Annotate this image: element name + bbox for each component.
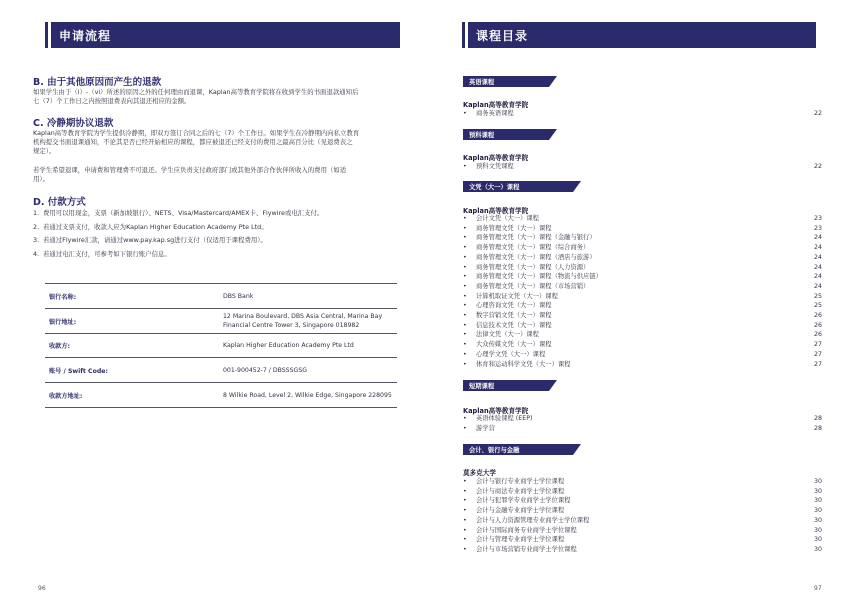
institution-kaplan: Kaplan高等教育学院 bbox=[463, 207, 529, 215]
list-item: 2. 若通过支票支付，收款人应为Kaplan Higher Education Academy Pte Ltd。 bbox=[33, 222, 268, 231]
header-bar-application-process bbox=[45, 22, 400, 48]
list-item: • 心理学文凭（大一）课程 27 bbox=[463, 350, 822, 358]
category-bar-foundation: 预科课程 bbox=[463, 129, 549, 140]
header-bar-course-directory bbox=[462, 22, 816, 48]
section-c-title: C. 冷静期协议退款 bbox=[33, 118, 114, 129]
list-item: • 会计与银行专业商学士学位课程 30 bbox=[463, 478, 822, 485]
right-page bbox=[430, 0, 860, 608]
institution-kaplan: Kaplan高等教育学院 bbox=[463, 154, 529, 162]
category-bar-short: 短期课程 bbox=[463, 380, 549, 391]
list-item: • 会计与管理专业商学士学位课程 30 bbox=[463, 536, 822, 544]
payment-method-list bbox=[33, 207, 401, 261]
list-item: • 法律文凭（大一）课程 26 bbox=[463, 331, 822, 339]
list-item: • 商务英语课程 22 bbox=[463, 110, 822, 117]
table-row: 账号 / Swift Code: 001-900452-7 / DBSSSGSG bbox=[45, 358, 397, 383]
list-item: 3. 若通过Flywire汇款，请通过www.pay.kap.sg进行支付（仅适用于课程费用）。 bbox=[33, 236, 267, 244]
table-row: 收款方地址: 8 Wilkie Road, Level 2, Wilkie Edge, Singapore 228095 bbox=[45, 383, 397, 408]
section-b-line: 如果学生由于（i）-（vi）所述的原因之外的任何理由而退课，Kaplan高等教育学院将在收到学生的书面退款通知后 bbox=[33, 88, 359, 96]
list-item: • 会计与国际商务专业商学士学位课程 30 bbox=[463, 526, 822, 534]
list-item: • 数字营销文凭（大一）课程 26 bbox=[463, 312, 822, 320]
list-item: • 会计与犯罪学专业商学士学位课程 30 bbox=[463, 497, 822, 505]
list-item: 4. 若通过电汇支付，可参考如下银行账户信息。 bbox=[33, 249, 171, 258]
institution-murdoch: 莫多克大学 bbox=[463, 469, 496, 477]
list-item: • 心理咨询文凭（大一）课程 25 bbox=[463, 302, 822, 310]
institution-kaplan: Kaplan高等教育学院 bbox=[463, 101, 529, 109]
list-item: • 商务管理文凭（大一）课程（酒店与旅游） 24 bbox=[463, 253, 822, 261]
list-item: • 会计文凭（大一）课程 23 bbox=[463, 215, 822, 222]
list-item: • 英语体验课程 (EEP) 28 bbox=[463, 415, 822, 422]
section-c-text bbox=[33, 129, 401, 157]
list-item: • 体育和运动科学文凭（大一）课程 27 bbox=[463, 360, 822, 368]
page-number: 97 bbox=[814, 585, 822, 592]
list-item: • 游学营 28 bbox=[463, 425, 822, 432]
bank-info-table bbox=[45, 283, 397, 408]
section-b-line: 七（7）个工作日之内按照退费表向其退还相应的金额。 bbox=[33, 97, 191, 106]
header-accent bbox=[462, 22, 468, 48]
list-item: • 会计与商法专业商学士学位课程 30 bbox=[463, 487, 822, 495]
finance-course-list bbox=[430, 477, 860, 555]
category-bar-english: 英语课程 bbox=[463, 76, 549, 87]
list-item: • 商务管理文凭（大一）课程（物流与供应链） 24 bbox=[463, 273, 822, 281]
list-item: 1. 费用可以用现金，支票（新加坡银行）、NETS、Visa/Mastercard/AMEX卡、Flywire或电汇支付。 bbox=[33, 209, 324, 217]
list-item: • 商务管理文凭（大一）课程 23 bbox=[463, 224, 822, 232]
section-c-note-line: 若学生希望退课，申请费和管理费不可退还。学生应负责支付政府部门或其他外部合作伙伴所收入的费用（如适 bbox=[33, 166, 347, 174]
page-title: 申请流程 bbox=[59, 28, 112, 43]
list-item: • 会计与金融专业商学士学位课程 30 bbox=[463, 507, 822, 515]
section-c-line: 机构提交书面退课通知，不论其是否已经开始相应的课程，都应被退还已经支付的费用之最高百分比（见退费表之 bbox=[33, 138, 353, 147]
list-item: • 商务管理文凭（大一）课程（综合商务） 24 bbox=[463, 244, 822, 252]
page-number: 96 bbox=[38, 585, 46, 592]
list-item: • 大众传媒文凭（大一）课程 27 bbox=[463, 341, 822, 349]
section-c-line: Kaplan高等教育学院为学生提供冷静期，即双方签订合同之后的七（7）个工作日。如果学生在冷静期内向私立教育 bbox=[33, 129, 360, 137]
institution-kaplan: Kaplan高等教育学院 bbox=[463, 407, 529, 415]
page-title: 课程目录 bbox=[476, 28, 529, 43]
table-row: 收款方: Kaplan Higher Education Academy Pte Ltd bbox=[45, 334, 397, 358]
list-item: • 预科文凭课程 22 bbox=[463, 163, 822, 170]
table-row: 银行地址: 12 Marina Boulevard, DBS Asia Central, Marina Bay Financial Centre Tower 3, Singapore 018982 bbox=[45, 309, 397, 334]
table-row: 银行名称: DBS Bank bbox=[45, 284, 397, 309]
list-item: • 商务管理文凭（大一）课程（市场营销） 24 bbox=[463, 282, 822, 290]
category-bar-finance: 会计、银行与金融 bbox=[463, 444, 573, 455]
category-bar-diploma: 文凭（大一）课程 bbox=[463, 181, 573, 192]
diploma-course-list bbox=[430, 214, 860, 369]
list-item: • 信息技术文凭（大一）课程 26 bbox=[463, 321, 822, 329]
section-c-line: 规定）。 bbox=[33, 147, 56, 156]
list-item: • 计算机取证文凭（大一）课程 25 bbox=[463, 292, 822, 300]
section-d-title: D. 付款方式 bbox=[33, 197, 86, 208]
section-c-note-line: 用）。 bbox=[33, 175, 49, 184]
list-item: • 会计与市场营销专业商学士学位课程 30 bbox=[463, 545, 822, 553]
list-item: • 会计与人力资源管理专业商学士学位课程 30 bbox=[463, 516, 822, 524]
list-item: • 商务管理文凭（大一）课程（人力资源） 24 bbox=[463, 263, 822, 271]
section-b-text bbox=[33, 88, 401, 106]
header-accent bbox=[45, 22, 51, 48]
list-item: • 商务管理文凭（大一）课程（金融与银行） 24 bbox=[463, 234, 822, 242]
section-c-note bbox=[33, 166, 401, 184]
section-b-title: B. 由于其他原因而产生的退款 bbox=[33, 77, 162, 88]
